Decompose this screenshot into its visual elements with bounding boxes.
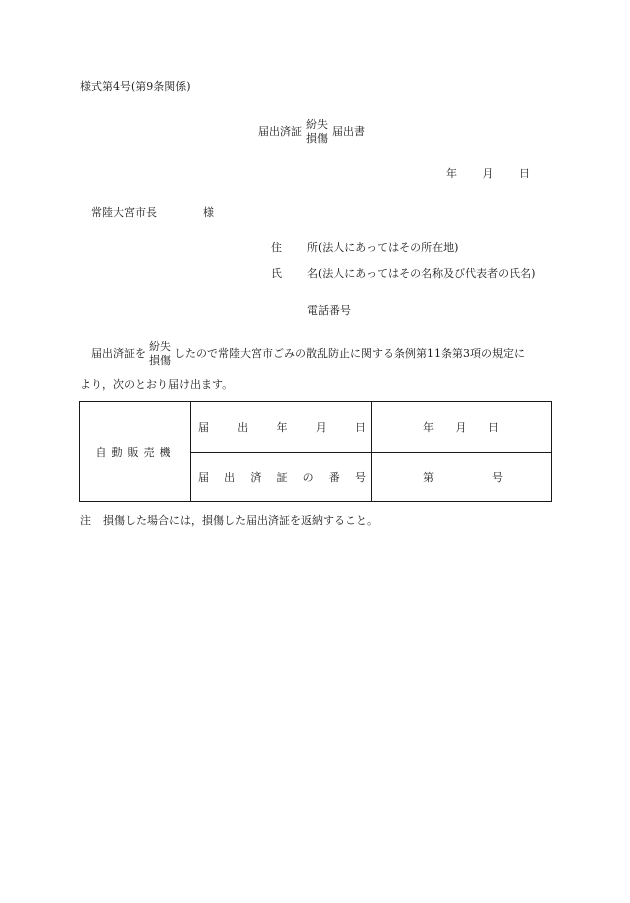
value-char: 号 [492, 471, 503, 484]
value-char: 日 [488, 421, 499, 434]
note-text: 損傷した場合には，損傷した届出済証を返納すること。 [103, 514, 378, 527]
label-char: 番 [328, 471, 340, 484]
label-char: 月 [315, 421, 327, 434]
label-char: 済 [250, 471, 262, 484]
title-option-stack [306, 118, 328, 146]
value-char: 年 [423, 421, 434, 434]
title-option-damaged: 損傷 [306, 131, 328, 145]
machine-label-cell: 自動販売機 [95, 445, 176, 459]
form-number-label: 様式第4号(第9条関係) [80, 80, 191, 93]
body-text-line-2: より，次のとおり届け出ます。 [80, 378, 234, 391]
submission-date-line [446, 167, 530, 180]
name-label: 名(法人にあってはその名称及び代表者の氏名) [307, 267, 536, 280]
certificate-number-value-cell [423, 453, 503, 501]
phone-label: 電話番号 [307, 304, 351, 317]
title-option-lost: 紛失 [306, 118, 328, 131]
submission-date-value-cell [423, 402, 499, 452]
vending-machine-table [79, 401, 552, 502]
address-label: 所(法人にあってはその所在地) [307, 241, 459, 254]
body-suffix: したので常陸大宮市ごみの散乱防止に関する条例第11条第3項の規定に [174, 347, 525, 361]
title-prefix: 届出済証 [258, 125, 302, 139]
address-key: 住 [271, 241, 282, 254]
value-char: 月 [455, 421, 467, 434]
applicant-name-line [271, 267, 535, 280]
body-option-stack [149, 340, 171, 368]
footnote [80, 514, 378, 527]
body-text-line-1 [91, 340, 525, 368]
addressee-honorific: 様 [203, 206, 214, 219]
value-char: 第 [423, 471, 434, 484]
body-prefix: 届出済証を [91, 347, 146, 361]
label-char: 日 [355, 421, 366, 434]
title-suffix: 届出書 [332, 125, 365, 139]
label-char: 証 [276, 471, 288, 484]
date-day: 日 [519, 167, 530, 180]
label-char: 届 [198, 421, 209, 434]
label-char: 出 [224, 471, 236, 484]
date-year: 年 [446, 167, 457, 180]
certificate-number-label-cell [198, 453, 366, 501]
applicant-address-line [271, 241, 458, 254]
addressee-name: 常陸大宮市長 [91, 206, 157, 219]
note-prefix: 注 [80, 514, 91, 527]
label-char: 出 [237, 421, 249, 434]
body-option-damaged: 損傷 [149, 353, 171, 367]
label-char: の [302, 471, 314, 484]
label-char: 届 [198, 471, 209, 484]
submission-date-label-cell [198, 402, 366, 452]
label-char: 年 [276, 421, 288, 434]
date-month: 月 [482, 167, 494, 180]
body-option-lost: 紛失 [149, 340, 171, 353]
document-title [258, 118, 365, 146]
addressee-line [91, 206, 214, 219]
label-char: 号 [354, 471, 366, 484]
name-key: 氏 [271, 267, 282, 280]
